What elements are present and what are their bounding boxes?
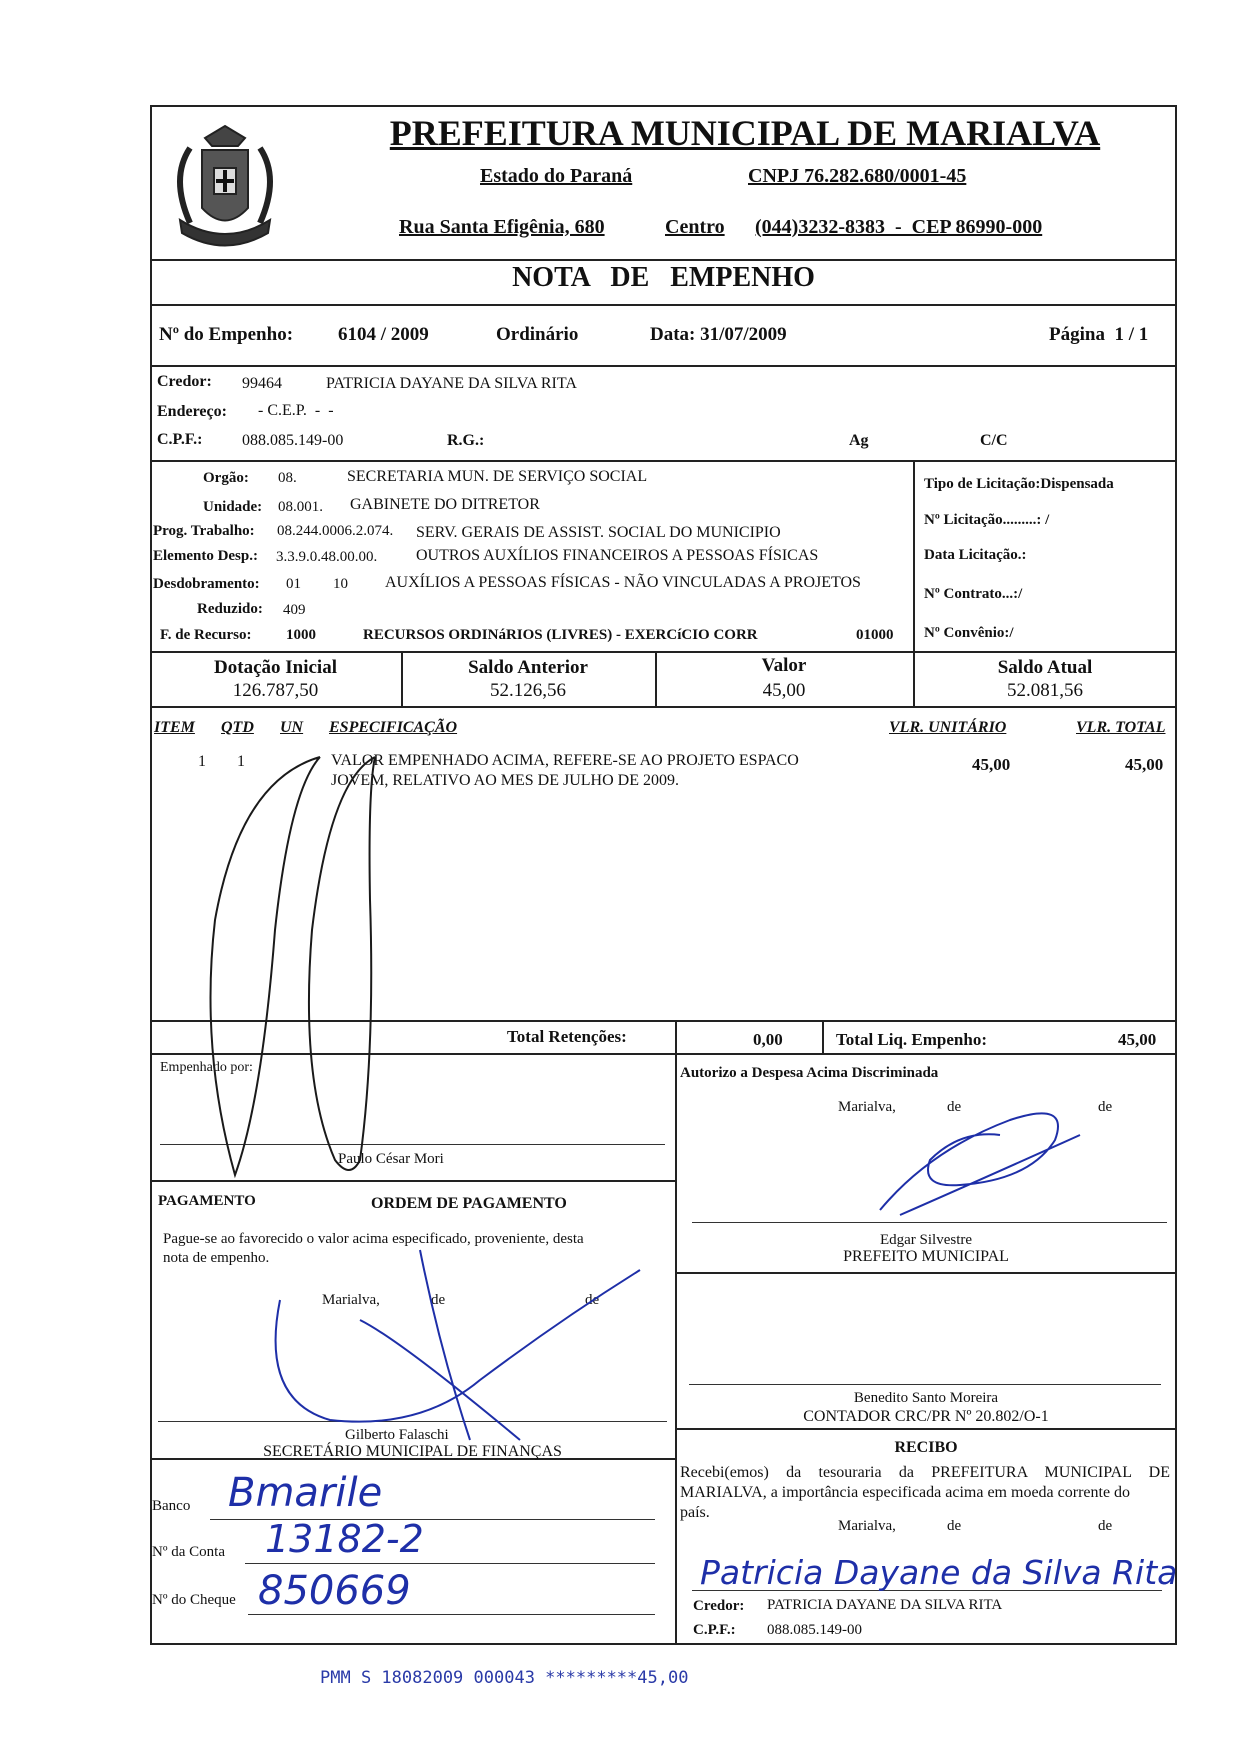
prog-desc: SERV. GERAIS DE ASSIST. SOCIAL DO MUNICIPIO [416,524,781,541]
reduzido-code: 409 [283,602,306,618]
street-address: Rua Santa Efigênia, 680 [399,216,605,238]
phone-cep: (044)3232-8383 - CEP 86990-000 [755,216,1043,238]
pagamento-signer: Gilberto Falaschi [345,1427,449,1443]
recurso-desc: RECURSOS ORDINáRIOS (LIVRES) - EXERCíCIO CORR [363,627,758,643]
autorizo-label: Autorizo a Despesa Acima Discriminada [680,1065,939,1081]
elemento-code: 3.3.9.0.48.00.00. [276,549,378,565]
reduzido-label: Reduzido: [197,601,263,617]
items-header-item: ITEM [154,719,195,736]
empenho-number: 6104 / 2009 [338,324,429,345]
recibo-text-line1: Recebi(emos) da tesouraria da PREFEITURA MUNICIPAL DE [680,1464,1170,1481]
district: Centro [665,216,725,238]
cc-label: C/C [980,432,1008,449]
item-number: 1 [198,753,206,770]
pagamento-role: SECRETÁRIO MUNICIPAL DE FINANÇAS [263,1443,562,1460]
empenho-type: Ordinário [496,324,579,345]
pagamento-label: PAGAMENTO [158,1193,256,1209]
cpf-label: C.P.F.: [157,431,203,448]
item-spec-line2: JOVEM, RELATIVO AO MES DE JULHO DE 2009. [331,772,679,789]
recurso-tail: 01000 [856,627,894,643]
empenhado-label: Empenhado por: [160,1060,253,1075]
page-number: Página 1 / 1 [1049,324,1149,345]
unidade-code: 08.001. [278,499,323,515]
orgao-desc: SECRETARIA MUN. DE SERVIÇO SOCIAL [347,468,648,485]
banco-label: Banco [152,1498,191,1514]
recibo-text-line2: MARIALVA, a importância especificada acima em moeda corrente do [680,1484,1131,1501]
state-name: Estado do Paraná [480,165,633,187]
empenhado-signer: Paulo César Mori [338,1151,444,1167]
cnpj: CNPJ 76.282.680/0001-45 [748,165,967,187]
cpf-value: 088.085.149-00 [242,432,344,449]
cheque-handwritten: 850669 [258,1568,411,1614]
saldo-anterior-label: Saldo Anterior [468,657,588,678]
valor-value: 45,00 [762,680,806,701]
desdobramento-desc: AUXÍLIOS A PESSOAS FÍSICAS - NÃO VINCULADAS A PROJETOS [385,574,861,591]
total-retencoes-label: Total Retenções: [507,1027,627,1046]
prog-label: Prog. Trabalho: [153,523,255,539]
empenho-label: Nº do Empenho: [159,324,294,345]
recibo-de2: de [1098,1518,1113,1534]
conta-handwritten: 13182-2 [265,1517,424,1561]
autorizo-de2: de [1098,1099,1113,1115]
unidade-desc: GABINETE DO DITRETOR [350,496,540,513]
total-liq-label: Total Liq. Empenho: [836,1030,987,1049]
item-qtd: 1 [237,753,245,770]
conta-label: Nº da Conta [152,1544,225,1560]
contador-signer: Benedito Santo Moreira [853,1390,999,1406]
pagamento-de2: de [585,1292,600,1308]
numero-convenio: Nº Convênio:/ [924,625,1014,641]
endereco-value: - C.E.P. - - [258,402,334,419]
pagamento-place: Marialva, [322,1292,380,1308]
item-total-value: 45,00 [1125,755,1164,774]
pagamento-de1: de [431,1292,446,1308]
document-title: NOTA DE EMPENHO [512,262,815,293]
empenho-date: Data: 31/07/2009 [650,324,787,345]
endereco-label: Endereço: [157,403,227,420]
prefeitura-title: PREFEITURA MUNICIPAL DE MARIALVA [389,113,1101,153]
orgao-label: Orgão: [203,470,249,486]
recibo-de1: de [947,1518,962,1534]
item-spec-line1: VALOR EMPENHADO ACIMA, REFERE-SE AO PROJETO ESPACO [331,752,799,769]
recibo-text-line3: país. [680,1504,710,1521]
tipo-licitacao: Tipo de Licitação:Dispensada [924,476,1114,492]
numero-contrato: Nº Contrato...:/ [924,586,1023,602]
contador-role: CONTADOR CRC/PR Nº 20.802/O-1 [803,1408,1049,1425]
valor-label: Valor [761,655,807,676]
recibo-signature: Patricia Dayane da Silva Rita [700,1553,1178,1592]
total-retencoes-value: 0,00 [753,1030,783,1049]
saldo-atual-value: 52.081,56 [1007,680,1083,701]
pagamento-text-line2: nota de empenho. [163,1250,270,1266]
autorizo-de1: de [947,1099,962,1115]
recibo-credor-name: PATRICIA DAYANE DA SILVA RITA [767,1597,1003,1613]
recurso-code: 1000 [286,627,316,643]
dotacao-inicial-value: 126.787,50 [232,680,319,701]
recurso-label: F. de Recurso: [160,627,252,643]
items-header-spec: ESPECIFICAÇÃO [329,719,458,736]
items-header-unit-value: VLR. UNITÁRIO [889,719,1007,736]
orgao-code: 08. [278,470,297,486]
recibo-label: RECIBO [894,1439,958,1456]
credor-label: Credor: [157,373,212,390]
item-unit-value: 45,00 [972,755,1011,774]
items-header-total-value: VLR. TOTAL [1076,719,1166,736]
rg-label: R.G.: [447,432,485,449]
recibo-cpf-label: C.P.F.: [693,1622,736,1638]
recibo-cpf: 088.085.149-00 [767,1622,862,1638]
desdobramento-label: Desdobramento: [153,576,260,592]
saldo-atual-label: Saldo Atual [997,657,1093,678]
items-header-qtd: QTD [221,719,254,736]
autorizo-place: Marialva, [838,1099,896,1115]
desdobramento-b: 10 [333,576,348,592]
unidade-label: Unidade: [203,499,263,515]
credor-code: 99464 [242,375,282,392]
autorizo-signer: Edgar Silvestre [879,1232,973,1248]
payment-stamp: PMM S 18082009 000043 *********45,00 [320,1668,689,1688]
ordem-pagamento-label: ORDEM DE PAGAMENTO [371,1195,567,1212]
pagamento-text-line1: Pague-se ao favorecido o valor acima especificado, proveniente, desta [163,1231,584,1247]
banco-handwritten: Bmarile [228,1470,383,1516]
total-liq-value: 45,00 [1118,1030,1157,1049]
saldo-anterior-value: 52.126,56 [490,680,566,701]
elemento-desc: OUTROS AUXÍLIOS FINANCEIROS A PESSOAS FÍSICAS [416,547,819,564]
numero-licitacao: Nº Licitação.........: / [924,512,1050,528]
data-licitacao: Data Licitação.: [924,547,1027,563]
credor-name: PATRICIA DAYANE DA SILVA RITA [326,375,577,392]
items-header-un: UN [280,719,304,736]
desdobramento-a: 01 [286,576,301,592]
ag-label: Ag [849,432,869,449]
prog-code: 08.244.0006.2.074. [277,523,394,539]
elemento-label: Elemento Desp.: [153,548,258,564]
autorizo-role: PREFEITO MUNICIPAL [843,1248,1009,1265]
recibo-credor-label: Credor: [693,1598,745,1614]
cheque-label: Nº do Cheque [152,1592,236,1608]
recibo-place: Marialva, [838,1518,896,1534]
dotacao-inicial-label: Dotação Inicial [214,657,337,678]
